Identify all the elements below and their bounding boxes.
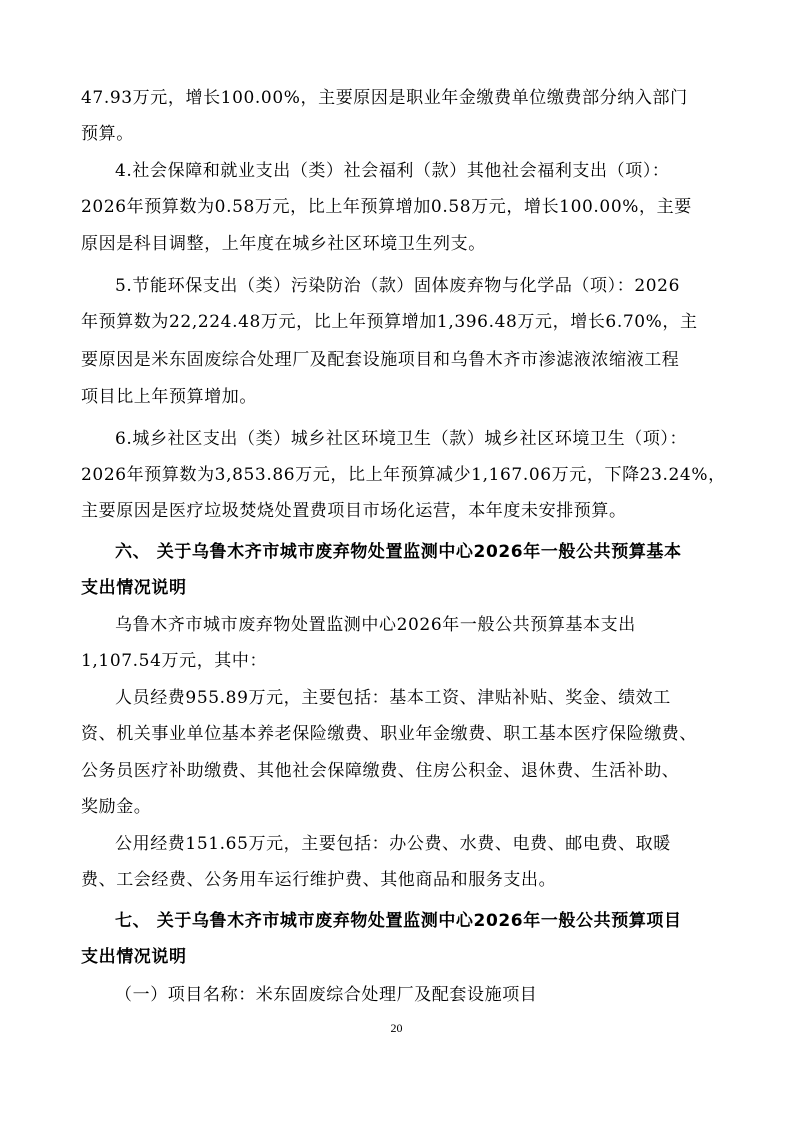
section-heading-6: 支出情况说明 xyxy=(81,578,187,598)
paragraph-line: 1,107.54万元，其中： xyxy=(81,651,268,671)
paragraph-line: 人员经费955.89万元，主要包括：基本工资、津贴补贴、奖金、绩效工 xyxy=(115,688,671,708)
section-heading-7: 支出情况说明 xyxy=(81,947,187,967)
paragraph-line: 2026年预算数为0.58万元，比上年预算增加0.58万元，增长100.00%，主要 xyxy=(81,197,692,217)
paragraph-line: 原因是科目调整，上年度在城乡社区环境卫生列支。 xyxy=(81,234,486,254)
paragraph-line: 乌鲁木齐市城市废弃物处置监测中心2026年一般公共预算基本支出 xyxy=(115,615,636,635)
paragraph-line: 6.城乡社区支出（类）城乡社区环境卫生（款）城乡社区环境卫生（项）： xyxy=(115,429,688,449)
paragraph-line: 奖励金。 xyxy=(81,797,152,817)
paragraph-line: 2026年预算数为3,853.86万元，比上年预算减少1,167.06万元，下降23.24%， xyxy=(81,465,726,485)
paragraph-line: 项目比上年预算增加。 xyxy=(81,387,257,407)
paragraph-line: 要原因是米东固废综合处理厂及配套设施项目和乌鲁木齐市渗滤液浓缩液工程 xyxy=(81,350,680,370)
section-heading-6: 六、 关于乌鲁木齐市城市废弃物处置监测中心2026年一般公共预算基本 xyxy=(115,542,682,562)
paragraph-line: 主要原因是医疗垃圾焚烧处置费项目市场化运营，本年度未安排预算。 xyxy=(81,501,627,521)
paragraph-line: 4.社会保障和就业支出（类）社会福利（款）其他社会福利支出（项）： xyxy=(115,161,670,181)
paragraph-line: 5.节能环保支出（类）污染防治（款）固体废弃物与化学品（项）：2026 xyxy=(115,276,680,296)
paragraph-line: 预算。 xyxy=(81,124,134,144)
paragraph-line: 公务员医疗补助缴费、其他社会保障缴费、住房公积金、退休费、生活补助、 xyxy=(81,761,680,781)
paragraph-line: （一）项目名称：米东固废综合处理厂及配套设施项目 xyxy=(115,985,538,1005)
page-number: 20 xyxy=(390,1021,403,1035)
paragraph-line: 47.93万元，增长100.00%，主要原因是职业年金缴费单位缴费部分纳入部门 xyxy=(81,88,688,108)
paragraph-line: 年预算数为22,224.48万元，比上年预算增加1,396.48万元，增长6.70%，主 xyxy=(81,312,698,332)
paragraph-line: 费、工会经费、公务用车运行维护费、其他商品和服务支出。 xyxy=(81,870,557,890)
paragraph-line: 资、机关事业单位基本养老保险缴费、职业年金缴费、职工基本医疗保险缴费、 xyxy=(81,724,697,744)
paragraph-line: 公用经费151.65万元，主要包括：办公费、水费、电费、邮电费、取暖 xyxy=(115,834,671,854)
section-heading-7: 七、 关于乌鲁木齐市城市废弃物处置监测中心2026年一般公共预算项目 xyxy=(115,911,682,931)
